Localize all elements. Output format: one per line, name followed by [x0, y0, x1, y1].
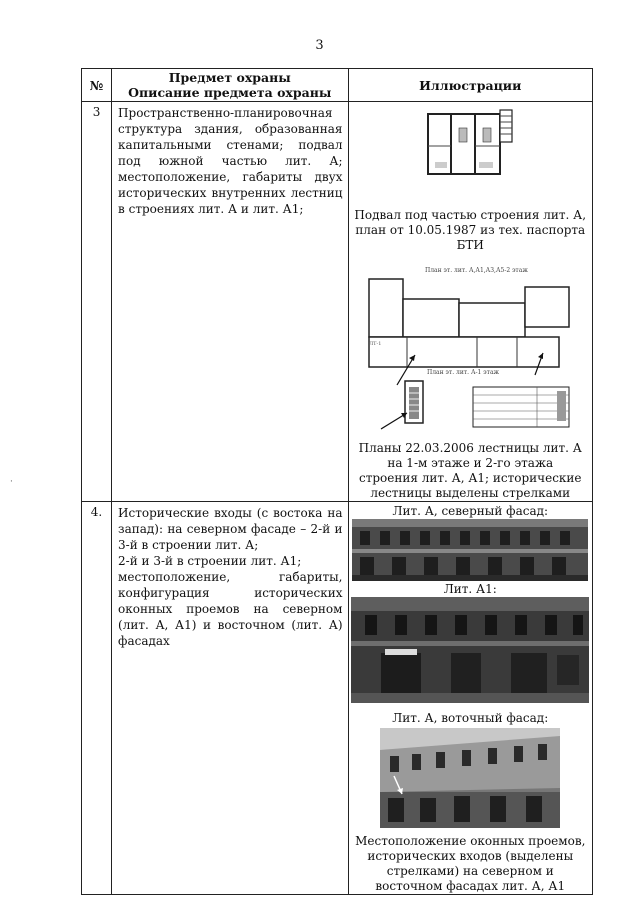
row-number: 3 [82, 102, 112, 502]
description-line-1: Исторические входы (с востока на запад): на северном фасаде – 2-й и 3-й в строении лит. А; [118, 506, 343, 552]
plan-label-2nd-floor: План эт. лит. А,А1,А3,А5-2 этаж [425, 267, 529, 274]
table-row [82, 502, 593, 895]
a1-facade-photo [351, 597, 589, 703]
table-header-row [82, 69, 593, 102]
header-illustrations: Иллюстрации [348, 69, 593, 102]
east-facade-photo [380, 728, 560, 828]
svg-text:ЛТ-1: ЛТ-1 [369, 341, 382, 347]
margin-mark: · [10, 477, 13, 487]
header-desc-line2: Описание предмета охраны [128, 85, 332, 100]
page-number: 3 [315, 38, 324, 53]
description-text: Пространственно-планировочная структура здания, образованная капитальными стенами; подвал под южной частью лит. А; местоположение, габариты двух исторических внутренних лестниц в строениях лит. А и лит. А1; [118, 106, 343, 216]
row-description [112, 102, 348, 502]
caption-stairs: Планы 22.03.2006 лестницы лит. А на 1-м этаже и 2-го этажа строения лит. А, А1; исторические лестницы выделены стрелками [358, 441, 582, 500]
description-line-3: местоположение, габариты, конфигурация исторических оконных проемов на северном (лит. А, А1) и восточном (лит. А) фасадах [118, 570, 343, 648]
header-description [112, 69, 348, 102]
description-line-2: 2-й и 3-й в строении лит. А1; [118, 554, 302, 568]
caption-basement: Подвал под частью строения лит. А, план от 10.05.1987 из тех. паспорта БТИ [354, 208, 587, 252]
caption-north-facade: Лит. А, северный фасад: [392, 504, 549, 518]
header-num: № [82, 69, 112, 102]
row-number: 4. [82, 502, 112, 895]
table-row [82, 102, 593, 502]
row-illustrations [348, 102, 593, 502]
plan-label-1st-floor: План эт. лит. А-1 этаж [427, 369, 500, 376]
row-illustrations [348, 502, 593, 895]
north-facade-photo [352, 519, 588, 581]
floor-plans-image [367, 265, 573, 433]
caption-a1: Лит. А1: [443, 582, 497, 596]
caption-east-facade: Лит. А, воточный фасад: [392, 711, 549, 725]
basement-plan-image [425, 106, 515, 182]
row-description [112, 502, 348, 895]
header-desc-line1: Предмет охраны [168, 70, 291, 85]
protection-table [81, 68, 593, 895]
caption-window-openings: Местоположение оконных проемов, исторических входов (выделены стрелками) на северном и восточном фасадах лит. А, А1 [355, 834, 586, 893]
